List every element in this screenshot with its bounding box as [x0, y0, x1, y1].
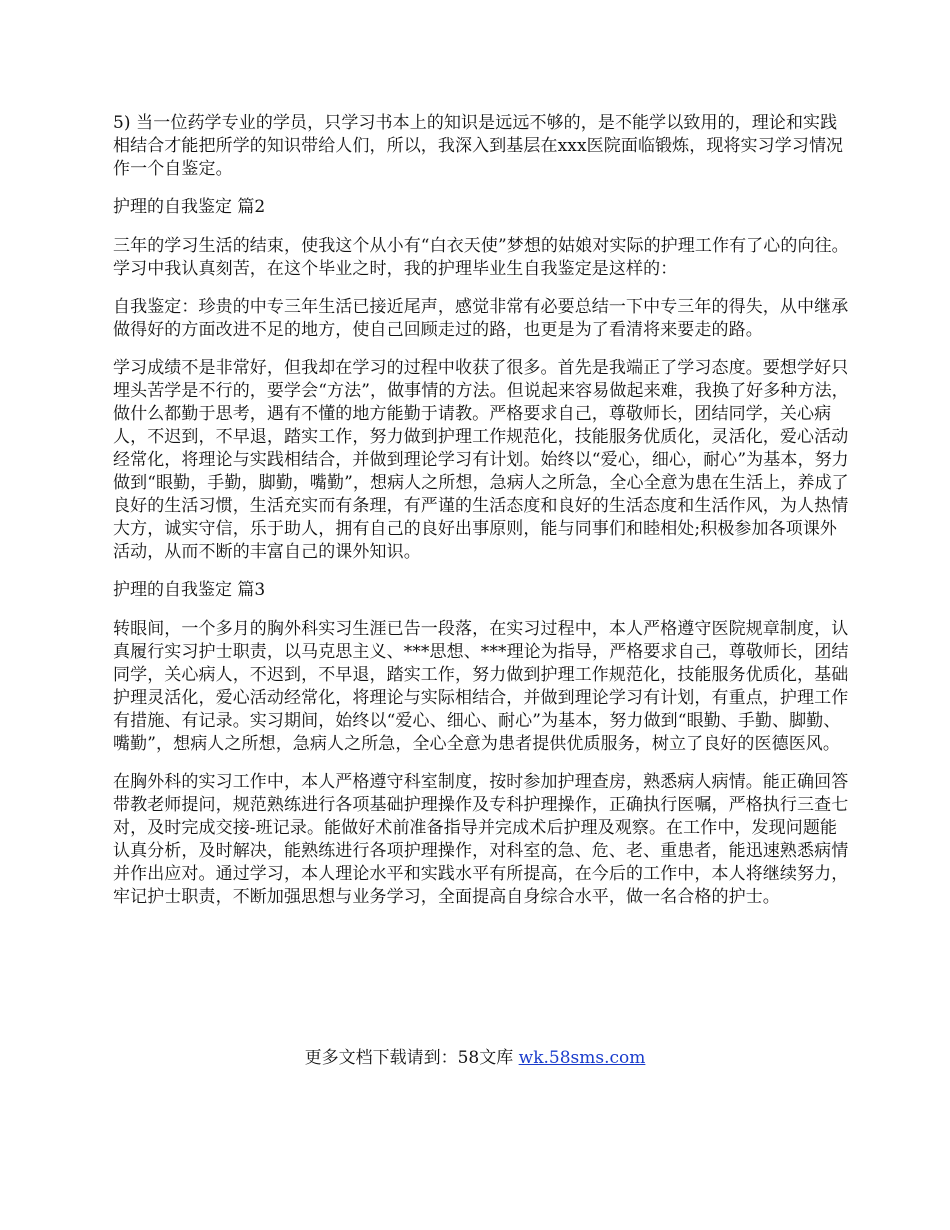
section-heading-2: 护理的自我鉴定 篇2	[113, 197, 266, 217]
paragraph-section2-opening: 三年的学习生活的结束，使我这个从小有“白衣天使”梦想的姑娘对实际的护理工作有了心的向往。学习中我认真刻苦，在这个毕业之时，我的护理毕业生自我鉴定是这样的：	[113, 236, 849, 279]
paragraph-internship-summary: 转眼间，一个多月的胸外科实习生涯已告一段落，在实习过程中，本人严格遵守医院规章制度，认真履行实习护士职责，以马克思主义、***思想、***理论为指导，严格要求自己，尊敬师长，团结同学，关心病人，不迟到，不早退，踏实工作，努力做到护理工作规范化，技能服务优质化，基础护理灵活化，爱心活动经常化，将理论与实际相结合，并做到理论学习有计划，有重点，护理工作有措施、有记录。实习期间，始终以“爱心、细心、耐心”为基本，努力做到“眼勤、手勤、脚勤、嘴勤”，想病人之所想，急病人之所急，全心全意为患者提供优质服务，树立了良好的医德医风。	[113, 619, 849, 754]
footer-text: 更多文档下载请到：58文库	[304, 1048, 519, 1068]
footer-download-notice	[0, 1047, 950, 1070]
section-heading-3: 护理的自我鉴定 篇3	[113, 580, 266, 600]
document-body	[113, 112, 853, 924]
paragraph-study-performance: 学习成绩不是非常好，但我却在学习的过程中收获了很多。首先是我端正了学习态度。要想学好只埋头苦学是不行的，要学会“方法”，做事情的方法。但说起来容易做起来难，我换了好多种方法，做什么都勤于思考，遇有不懂的地方能勤于请教。严格要求自己，尊敬师长，团结同学，关心病人，不迟到，不早退，踏实工作，努力做到护理工作规范化，技能服务优质化，灵活化，爱心活动经常化，将理论与实践相结合，并做到理论学习有计划。始终以“爱心，细心，耐心”为基本，努力做到“眼勤，手勤，脚勤，嘴勤”，想病人之所想，急病人之所急，全心全意为患在生活上，养成了良好的生活习惯，生活充实而有条理，有严谨的生活态度和良好的生活态度和生活作风，为人热情大方，诚实守信，乐于助人，拥有自己的良好出事原则，能与同事们和睦相处;积极参加各项课外活动，从而不断的丰富自己的课外知识。	[113, 358, 849, 562]
paragraph-self-appraisal: 自我鉴定：珍贵的中专三年生活已接近尾声，感觉非常有必要总结一下中专三年的得失，从中继承做得好的方面改进不足的地方，使自己回顾走过的路，也更是为了看清将来要走的路。	[113, 297, 849, 340]
paragraph-thoracic-work: 在胸外科的实习工作中，本人严格遵守科室制度，按时参加护理查房，熟悉病人病情。能正确回答带教老师提问，规范熟练进行各项基础护理操作及专科护理操作，正确执行医嘱，严格执行三查七对，及时完成交接-班记录。能做好术前准备指导并完成术后护理及观察。在工作中，发现问题能认真分析，及时解决，能熟练进行各项护理操作，对科室的急、危、老、重患者，能迅速熟悉病情并作出应对。通过学习，本人理论水平和实践水平有所提高，在今后的工作中，本人将继续努力，牢记护士职责，不断加强思想与业务学习，全面提高自身综合水平，做一名合格的护士。	[113, 772, 849, 907]
footer-link[interactable]: wk.58sms.com	[518, 1048, 646, 1068]
paragraph-intro: 5) 当一位药学专业的学员，只学习书本上的知识是远远不够的，是不能学以致用的，理论和实践相结合才能把所学的知识带给人们，所以，我深入到基层在xxx医院面临锻炼，现将实习学习情况作一个自鉴定。	[113, 113, 844, 179]
